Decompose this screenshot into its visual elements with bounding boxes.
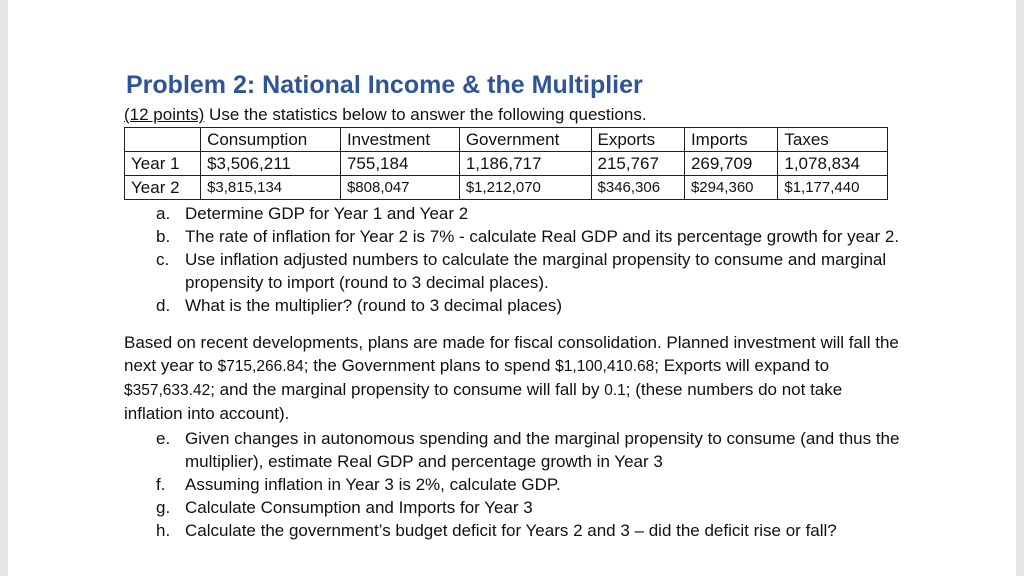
table-cell: $3,506,211 [201,152,341,176]
item-marker: b. [156,227,171,246]
scenario-paragraph [124,331,904,425]
intro-text: Use the statistics below to answer the following questions. [204,105,647,124]
list-item [124,519,904,542]
table-header-cell: Taxes [778,128,888,152]
item-text: Determine GDP for Year 1 and Year 2 [185,204,469,223]
item-text: Assuming inflation in Year 3 is 2%, calculate GDP. [185,475,561,494]
left-page-edge [0,0,8,576]
paragraph-text: Based on recent developments, plans are made for fiscal consolidation. Planned investment will fall the next year to [124,333,899,375]
item-text: Given changes in autonomous spending and the marginal propensity to consume (and thus the multiplier), estimate Real GDP and percentage growth in Year 3 [185,429,900,471]
intro-line [124,104,904,125]
table-cell: 1,186,717 [459,152,591,176]
table-cell: $1,212,070 [459,176,591,200]
table-header-row [125,128,888,152]
table-cell: 269,709 [684,152,777,176]
problem-title: Problem 2: National Income & the Multiplier [126,71,643,99]
item-marker: d. [156,296,171,315]
exports-value: $357,633.42 [124,382,211,399]
list-item [124,496,904,519]
table-cell: $1,177,440 [778,176,888,200]
list-item [124,202,904,225]
item-marker: g. [156,498,171,517]
item-marker: e. [156,429,171,448]
list-item [124,248,904,294]
table-header-cell: Imports [684,128,777,152]
document-page [124,70,904,542]
item-text: The rate of inflation for Year 2 is 7% - calculate Real GDP and its percentage growth for year 2. [185,227,900,246]
list-item [124,473,904,496]
item-text: Calculate the government’s budget deficit for Years 2 and 3 – did the deficit rise or fall? [185,521,837,540]
table-cell: 1,078,834 [778,152,888,176]
item-marker: h. [156,521,171,540]
list-item [124,427,904,473]
points-label: (12 points) [124,105,205,124]
question-list-e-h [124,427,904,542]
row-label: Year 2 [125,176,201,200]
item-marker: a. [156,204,171,223]
list-item [124,294,904,317]
table-row [125,176,888,200]
mpc-change-value: 0.1 [604,382,626,399]
statistics-table [124,127,888,200]
paragraph-text: ; and the marginal propensity to consume will fall by [210,380,605,399]
table-cell: 755,184 [340,152,459,176]
table-header-cell [125,128,201,152]
table-header-cell: Investment [340,128,459,152]
table-header-cell: Exports [591,128,684,152]
item-marker: f. [156,475,166,494]
government-spending-value: $1,100,410.68 [555,358,655,375]
planned-investment-value: $715,266.84 [217,358,304,375]
list-item [124,225,904,248]
paragraph-text: ; the Government plans to spend [303,356,556,375]
table-header-cell: Consumption [201,128,341,152]
row-label: Year 1 [125,152,201,176]
table-cell: $294,360 [684,176,777,200]
table-cell: $3,815,134 [201,176,341,200]
paragraph-text: ; Exports will expand to [654,356,830,375]
item-marker: c. [156,250,170,269]
item-text: What is the multiplier? (round to 3 decimal places) [185,296,562,315]
question-list-a-d [124,202,904,317]
item-text: Use inflation adjusted numbers to calculate the marginal propensity to consume and marginal propensity to import (round to 3 decimal places). [185,250,887,292]
table-cell: $346,306 [591,176,684,200]
table-cell: $808,047 [340,176,459,200]
table-cell: 215,767 [591,152,684,176]
item-text: Calculate Consumption and Imports for Year 3 [185,498,533,517]
table-header-cell: Government [459,128,591,152]
paragraph-text: ; (these numbers do not take inflation into account). [124,380,843,423]
right-page-edge [1016,0,1024,576]
table-row [125,152,888,176]
